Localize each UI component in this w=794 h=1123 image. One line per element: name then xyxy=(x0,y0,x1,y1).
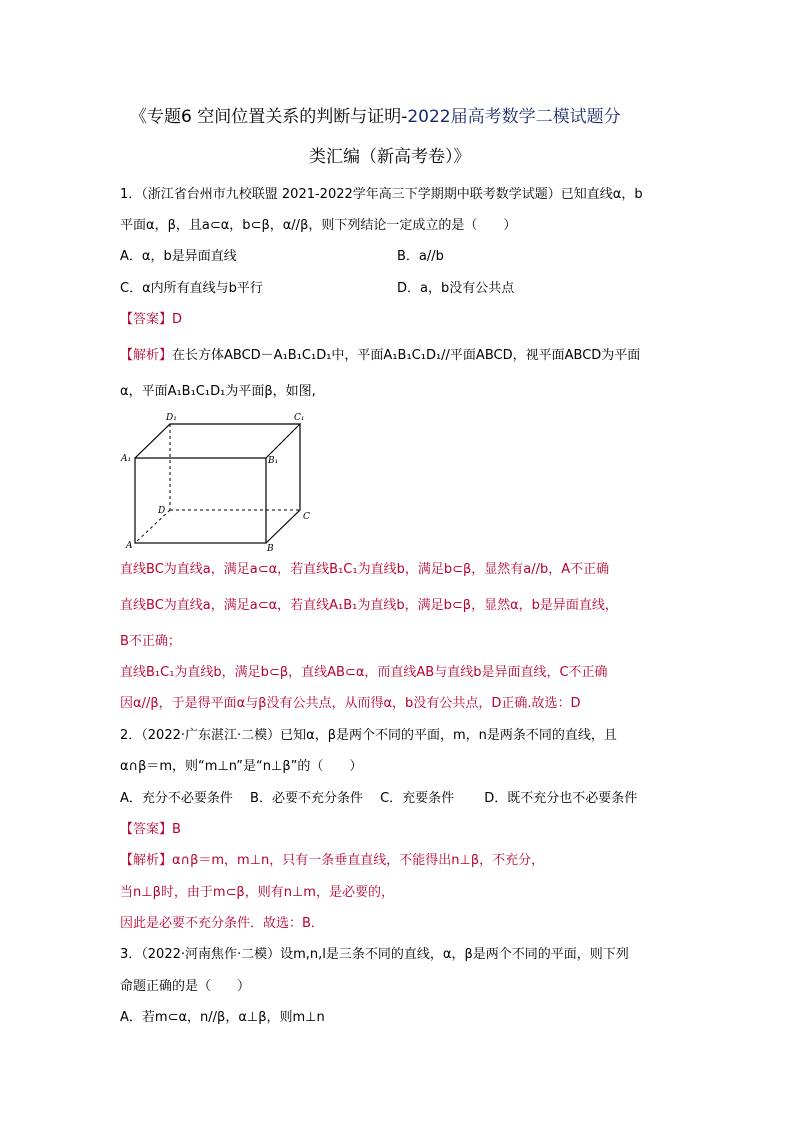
label-d1: D₁ xyxy=(166,413,177,423)
q1-reason-a: 直线BC为直线a，满足a⊂α，若直线B₁C₁为直线b，满足b⊂β，显然有a//b，A不正确 xyxy=(120,562,610,577)
front-face xyxy=(135,458,266,543)
q3-stem-line1: 3．（2022·河南焦作·二模）设m,n,l是三条不同的直线，α，β是两个不同的平面，则下列 xyxy=(120,947,629,962)
analysis-text: 在长方体ABCD－A₁B₁C₁D₁中，平面A₁B₁C₁D₁//平面ABCD，视平面ABCD为平面 xyxy=(172,348,641,363)
doc-title-line1 xyxy=(130,106,621,128)
cuboid-figure xyxy=(118,405,318,555)
analysis-text: α∩β＝m，m⊥n，只有一条垂直直线，不能得出n⊥β，不充分， xyxy=(172,853,545,868)
label-a: A xyxy=(126,541,133,551)
answer-value: D xyxy=(172,312,183,327)
answer-label: 【答案】 xyxy=(120,822,173,837)
q1-reason-b-line2: B不正确； xyxy=(120,634,181,649)
q1-analysis-line1 xyxy=(120,347,640,365)
top-face-edges xyxy=(135,424,300,458)
label-b: B xyxy=(267,544,274,554)
q2-analysis-line2: 当n⊥β时，由于m⊂β，则有n⊥m，是必要的， xyxy=(120,885,394,900)
q2-answer xyxy=(120,821,181,839)
label-c: C xyxy=(303,512,310,522)
label-c1: C₁ xyxy=(294,413,305,423)
q2-analysis-line1 xyxy=(120,852,544,870)
q3-stem-line2: 命题正确的是（ ） xyxy=(120,979,251,994)
analysis-label: 【解析】 xyxy=(120,853,173,868)
label-a1: A₁ xyxy=(121,454,132,464)
label-d: D xyxy=(158,506,166,516)
right-face-edges xyxy=(266,424,300,543)
answer-value: B xyxy=(172,822,181,837)
q1-option-a: A．α，b是异面直线 xyxy=(120,249,237,264)
q1-analysis-line2: α，平面A₁B₁C₁D₁为平面β，如图, xyxy=(120,384,316,399)
q3-option-a: A．若m⊂α，n//β，α⊥β，则m⊥n xyxy=(120,1010,325,1025)
q2-options: A．充分不必要条件 B．必要不充分条件 C．充要条件 D．既不充分也不必要条件 xyxy=(120,791,638,806)
q1-stem-line2: 平面α，β，且a⊂α，b⊂β，α//β，则下列结论一定成立的是（ ） xyxy=(120,218,517,233)
label-b1: B₁ xyxy=(268,456,279,466)
q1-option-c: C．α内所有直线与b平行 xyxy=(120,281,263,296)
q1-option-b: B．a//b xyxy=(397,249,444,264)
q1-answer xyxy=(120,311,182,329)
q1-reason-c: 直线B₁C₁为直线b，满足b⊂β，直线AB⊂α，而直线AB与直线b是异面直线，C不正确 xyxy=(120,665,608,680)
doc-title-line2: 类汇编（新高考卷）》 xyxy=(309,147,471,167)
doc-title-part2: 2022届高考数学二模试题分 xyxy=(407,107,621,127)
q2-stem-line1: 2．（2022·广东湛江·二模）已知α，β是两个不同的平面，m，n是两条不同的直线，且 xyxy=(120,728,617,743)
doc-title-part1: 《专题6 空间位置关系的判断与证明- xyxy=(130,107,408,127)
q1-option-d: D．a，b没有公共点 xyxy=(397,281,515,296)
q1-reason-d: 因α//β，于是得平面α与β没有公共点，从而得α，b没有公共点，D正确.故选：D xyxy=(120,696,581,711)
q2-analysis-line3: 因此是必要不充分条件．故选：B． xyxy=(120,916,324,931)
q1-stem-line1: 1．（浙江省台州市九校联盟 2021-2022学年高三下学期期中联考数学试题）已知直线α，b xyxy=(120,187,643,202)
analysis-label: 【解析】 xyxy=(120,348,173,363)
q2-stem-line2: α∩β＝m，则“m⊥n”是“n⊥β”的（ ） xyxy=(120,759,363,774)
q1-reason-b-line1: 直线BC为直线a，满足a⊂α，若直线A₁B₁为直线b，满足b⊂β，显然α，b是异面直线， xyxy=(120,598,618,613)
answer-label: 【答案】 xyxy=(120,312,173,327)
